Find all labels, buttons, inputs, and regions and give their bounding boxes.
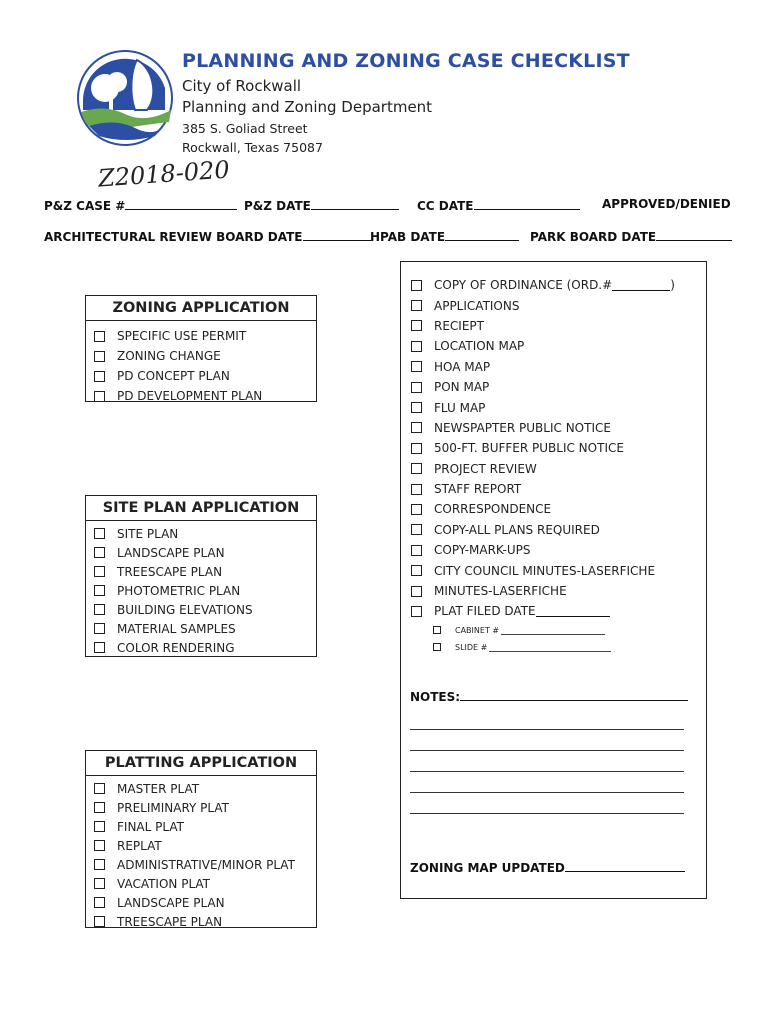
right-item-staff-report[interactable]: STAFF REPORT <box>411 479 675 499</box>
handwritten-case-number: Z2018-020 <box>97 155 231 193</box>
checkbox[interactable] <box>411 300 422 311</box>
checkbox[interactable] <box>411 443 422 454</box>
checkbox[interactable] <box>411 504 422 515</box>
pz-date-field[interactable] <box>244 197 399 213</box>
right-item-minutes-laserfiche[interactable]: MINUTES-LASERFICHE <box>411 581 675 601</box>
address-line1: 385 S. Goliad Street <box>182 121 308 136</box>
hpab-date-label: HPAB DATE <box>370 230 446 244</box>
right-item-pon-map[interactable]: PON MAP <box>411 377 675 397</box>
plat-item-landscape-plan[interactable]: LANDSCAPE PLAN <box>94 893 316 912</box>
checkbox[interactable] <box>411 606 422 617</box>
checkbox[interactable] <box>411 402 422 413</box>
plat-item-preliminary-plat[interactable]: PRELIMINARY PLAT <box>94 798 316 817</box>
zoning-map-updated-label: ZONING MAP UPDATED <box>410 861 565 875</box>
zoning-map-updated-field[interactable] <box>410 859 685 875</box>
site-item-material-samples[interactable]: MATERIAL SAMPLES <box>94 619 316 638</box>
site-plan-application-title: SITE PLAN APPLICATION <box>86 496 316 521</box>
plat-item-master-plat[interactable]: MASTER PLAT <box>94 779 316 798</box>
checkbox[interactable] <box>94 821 105 832</box>
park-board-date-field[interactable] <box>530 228 732 244</box>
right-item-applications[interactable]: APPLICATIONS <box>411 295 675 315</box>
park-board-date-label: PARK BOARD DATE <box>530 230 657 244</box>
checkbox[interactable] <box>94 916 105 927</box>
checkbox[interactable] <box>433 626 441 634</box>
checkbox[interactable] <box>411 484 422 495</box>
right-item-hoa-map[interactable]: HOA MAP <box>411 357 675 377</box>
checkbox[interactable] <box>94 547 105 558</box>
platting-application-title: PLATTING APPLICATION <box>86 751 316 776</box>
plat-item-administrative-minor-plat[interactable]: ADMINISTRATIVE/MINOR PLAT <box>94 855 316 874</box>
notes-line[interactable] <box>410 750 684 751</box>
checkbox[interactable] <box>411 382 422 393</box>
checkbox[interactable] <box>411 280 422 291</box>
zoning-item-zoning-change[interactable]: ZONING CHANGE <box>94 346 316 366</box>
checkbox[interactable] <box>94 623 105 634</box>
arb-date-field[interactable] <box>44 228 371 244</box>
right-item-newspaper-public-notice[interactable]: NEWSPAPTER PUBLIC NOTICE <box>411 418 675 438</box>
right-item-receipt[interactable]: RECIEPT <box>411 316 675 336</box>
right-item-project-review[interactable]: PROJECT REVIEW <box>411 459 675 479</box>
right-item-slide[interactable]: SLIDE # <box>411 639 675 656</box>
right-item-location-map[interactable]: LOCATION MAP <box>411 336 675 356</box>
slide-blank[interactable] <box>489 643 611 652</box>
checkbox[interactable] <box>411 341 422 352</box>
checkbox[interactable] <box>433 643 441 651</box>
cabinet-blank[interactable] <box>501 626 605 635</box>
site-item-color-rendering[interactable]: COLOR RENDERING <box>94 638 316 657</box>
zoning-item-specific-use-permit[interactable]: SPECIFIC USE PERMIT <box>94 326 316 346</box>
notes-line[interactable] <box>410 792 684 793</box>
right-item-buffer-public-notice[interactable]: 500-FT. BUFFER PUBLIC NOTICE <box>411 438 675 458</box>
plat-item-treescape-plan[interactable]: TREESCAPE PLAN <box>94 912 316 931</box>
checkbox[interactable] <box>94 604 105 615</box>
checkbox[interactable] <box>94 897 105 908</box>
checkbox[interactable] <box>94 642 105 653</box>
checkbox[interactable] <box>94 802 105 813</box>
pz-date-label: P&Z DATE <box>244 199 311 213</box>
platting-application-box <box>85 750 317 928</box>
checkbox[interactable] <box>94 783 105 794</box>
site-item-treescape-plan[interactable]: TREESCAPE PLAN <box>94 562 316 581</box>
right-checklist <box>411 275 675 656</box>
checkbox[interactable] <box>94 391 105 402</box>
site-item-site-plan[interactable]: SITE PLAN <box>94 524 316 543</box>
notes-line[interactable] <box>410 729 684 730</box>
site-item-landscape-plan[interactable]: LANDSCAPE PLAN <box>94 543 316 562</box>
checkbox[interactable] <box>94 331 105 342</box>
city-logo <box>75 48 175 148</box>
pz-case-field[interactable] <box>44 197 237 213</box>
right-item-copy-all-plans[interactable]: COPY-ALL PLANS REQUIRED <box>411 520 675 540</box>
checkbox[interactable] <box>411 545 422 556</box>
notes-label: NOTES: <box>410 690 461 704</box>
city-name: City of Rockwall <box>182 77 302 95</box>
zoning-item-pd-concept-plan[interactable]: PD CONCEPT PLAN <box>94 366 316 386</box>
notes-field[interactable] <box>410 688 688 704</box>
checkbox[interactable] <box>411 586 422 597</box>
checkbox[interactable] <box>94 859 105 870</box>
address-line2: Rockwall, Texas 75087 <box>182 140 323 155</box>
checkbox[interactable] <box>411 422 422 433</box>
plat-item-vacation-plat[interactable]: VACATION PLAT <box>94 874 316 893</box>
checkbox[interactable] <box>94 528 105 539</box>
right-item-copy-mark-ups[interactable]: COPY-MARK-UPS <box>411 540 675 560</box>
department-name: Planning and Zoning Department <box>182 98 433 116</box>
zoning-item-pd-development-plan[interactable]: PD DEVELOPMENT PLAN <box>94 386 316 406</box>
cc-date-field[interactable] <box>417 197 580 213</box>
cc-date-label: CC DATE <box>417 199 474 213</box>
notes-line[interactable] <box>410 813 684 814</box>
checkbox[interactable] <box>94 371 105 382</box>
arb-date-label: ARCHITECTURAL REVIEW BOARD DATE <box>44 230 303 244</box>
notes-line[interactable] <box>410 771 684 772</box>
right-item-city-council-minutes[interactable]: CITY COUNCIL MINUTES-LASERFICHE <box>411 560 675 580</box>
site-plan-application-box <box>85 495 317 657</box>
checkbox[interactable] <box>411 565 422 576</box>
checkbox[interactable] <box>411 524 422 535</box>
site-item-photometric-plan[interactable]: PHOTOMETRIC PLAN <box>94 581 316 600</box>
right-item-flu-map[interactable]: FLU MAP <box>411 397 675 417</box>
zoning-application-box <box>85 295 317 402</box>
hpab-date-field[interactable] <box>370 228 519 244</box>
checkbox[interactable] <box>94 351 105 362</box>
page-title: PLANNING AND ZONING CASE CHECKLIST <box>182 50 630 72</box>
checkbox[interactable] <box>94 585 105 596</box>
plat-item-replat[interactable]: REPLAT <box>94 836 316 855</box>
site-item-building-elevations[interactable]: BUILDING ELEVATIONS <box>94 600 316 619</box>
plat-item-final-plat[interactable]: FINAL PLAT <box>94 817 316 836</box>
checkbox[interactable] <box>94 566 105 577</box>
plat-filed-date-blank[interactable] <box>536 606 610 617</box>
checkbox[interactable] <box>94 878 105 889</box>
checkbox[interactable] <box>411 320 422 331</box>
right-item-plat-filed-date[interactable]: PLAT FILED DATE <box>411 601 675 621</box>
checkbox[interactable] <box>411 463 422 474</box>
right-item-copy-of-ordinance[interactable]: COPY OF ORDINANCE (ORD.# ) <box>411 275 675 295</box>
pz-case-label: P&Z CASE # <box>44 199 126 213</box>
right-item-correspondence[interactable]: CORRESPONDENCE <box>411 499 675 519</box>
checkbox[interactable] <box>94 840 105 851</box>
ordinance-number-blank[interactable] <box>612 280 670 291</box>
zoning-application-title: ZONING APPLICATION <box>86 296 316 321</box>
checkbox[interactable] <box>411 361 422 372</box>
right-item-cabinet[interactable]: CABINET # <box>411 622 675 639</box>
approved-denied-label: APPROVED/DENIED <box>602 197 731 211</box>
